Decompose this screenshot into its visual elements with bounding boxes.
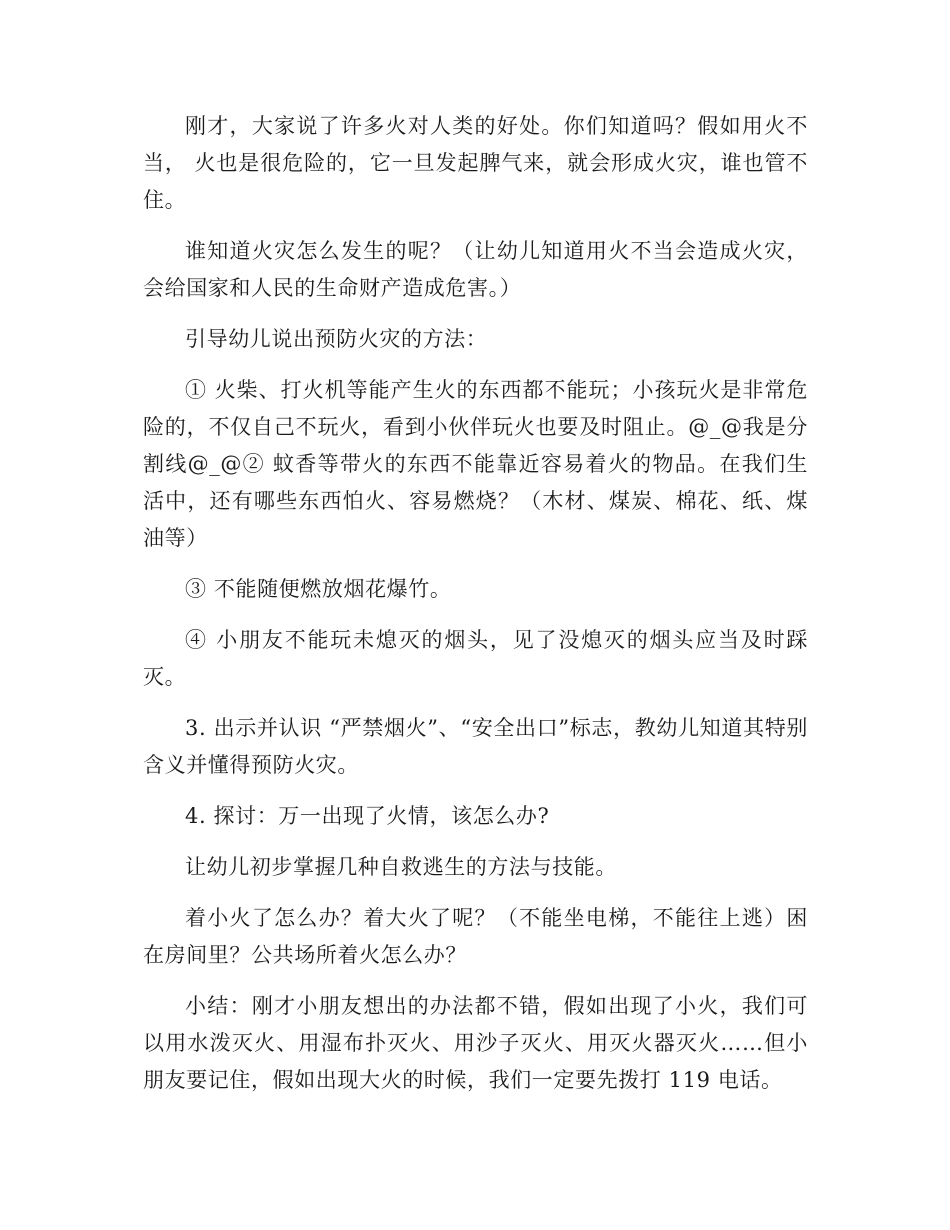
document-body [143, 108, 808, 1113]
paragraph-self-rescue: 让幼儿初步掌握几种自救逃生的方法与技能。 [185, 855, 617, 879]
paragraph-prevention-3: ③ 不能随便燃放烟花爆竹。 [185, 577, 452, 601]
paragraph-step-4-discussion: 4. 探讨：万一出现了火情，该怎么办? [185, 804, 550, 828]
paragraph-summary: 小结：刚才小朋友想出的办法都不错，假如出现了小火，我们可以用水泼灭火、用湿布扑灭火、用沙子灭火、用灭火器灭火……但小朋友要记住，假如出现大火的时候，我们一定要先拨打 119 电话。 [143, 994, 808, 1092]
paragraph-fire-danger: 刚才，大家说了许多火对人类的好处。你们知道吗？假如用火不当， 火也是很危险的，它一旦发起脾气来，就会形成火灾，谁也管不住。 [143, 114, 808, 212]
paragraph-prevention-4: ④ 小朋友不能玩未熄灭的烟头，见了没熄灭的烟头应当及时踩灭。 [143, 628, 808, 689]
paragraph-step-3-signs: 3. 出示并认识 “严禁烟火”、“安全出口”标志，教幼儿知道其特别含义并懂得预防火灾。 [143, 716, 808, 777]
paragraph-fire-cause: 谁知道火灾怎么发生的呢？（让幼儿知道用火不当会造成火灾，会给国家和人民的生命财产造成危害。） [143, 239, 808, 300]
paragraph-prevention-intro: 引导幼儿说出预防火灾的方法： [185, 327, 488, 351]
paragraph-questions: 着小火了怎么办？着大火了呢？（不能坐电梯，不能往上逃）困在房间里？公共场所着火怎么办？ [143, 906, 808, 967]
paragraph-prevention-1-2: ① 火柴、打火机等能产生火的东西都不能玩；小孩玩火是非常危险的，不仅自己不玩火，看到小伙伴玩火也要及时阻止。@_@我是分割线@_@② 蚊香等带火的东西不能靠近容易着火的物品。在我们生活中，还有哪些东西怕火、容易燃烧？（木材、煤炭、棉花、纸、煤油等） [143, 378, 808, 550]
